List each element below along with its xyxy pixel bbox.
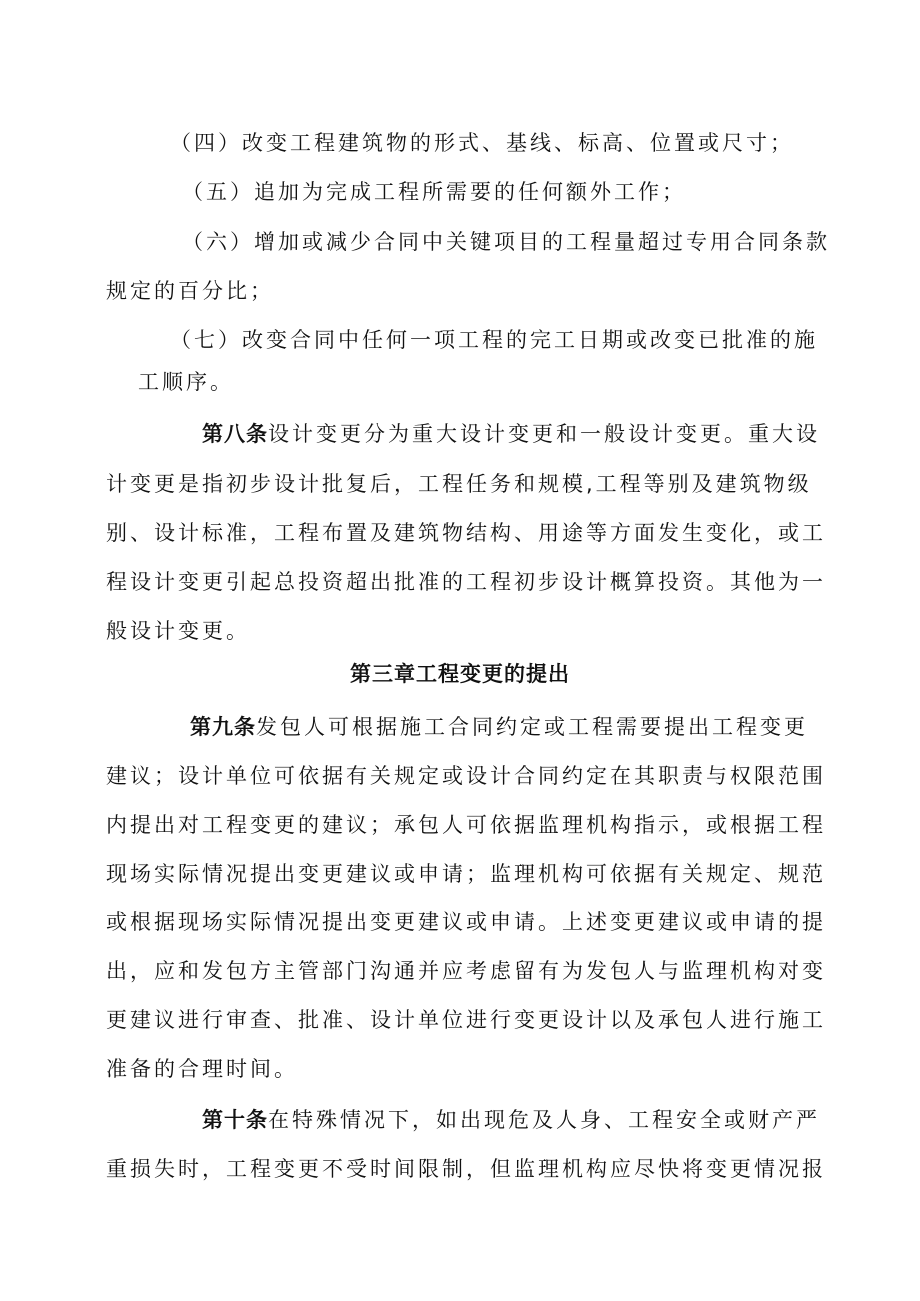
article-10-line-1 <box>202 1105 820 1135</box>
article-9-label: 第九条 <box>190 715 256 739</box>
article-8-line-4: 程设计变更引起总投资超出批准的工程初步设计概算投资。其他为一 <box>106 570 826 594</box>
item-6-line-1: （六）增加或减少合同中关键项目的工程量超过专用合同条款 <box>182 230 830 254</box>
item-7-line-1: （七）改变合同中任何一项工程的完工日期或改变已批准的施 <box>170 328 818 352</box>
article-9-line-4: 现场实际情况提出变更建议或申请；监理机构可依据有关规定、规范 <box>106 862 826 886</box>
article-10-text-1: 在特殊情况下，如出现危及人身、工程安全或财产严 <box>268 1108 820 1132</box>
item-4: （四）改变工程建筑物的形式、基线、标高、位置或尺寸； <box>170 131 794 155</box>
article-8-line-3: 别、设计标准，工程布置及建筑物结构、用途等方面发生变化，或工 <box>106 521 826 545</box>
article-9-line-1 <box>190 712 808 742</box>
article-8-label: 第八条 <box>202 422 268 446</box>
article-9-line-6: 出，应和发包方主管部门沟通并应考虑留有为发包人与监理机构对变 <box>106 959 826 983</box>
item-7-line-2: 工顺序。 <box>138 370 234 394</box>
article-9-line-5: 或根据现场实际情况提出变更建议或申请。上述变更建议或申请的提 <box>106 910 826 934</box>
item-6-line-2: 规定的百分比； <box>106 279 274 303</box>
article-9-text-1: 发包人可根据施工合同约定或工程需要提出工程变更 <box>256 715 808 739</box>
article-8-line-1 <box>202 419 820 449</box>
article-9-line-2: 建议；设计单位可依据有关规定或设计合同约定在其职责与权限范围 <box>106 764 826 788</box>
article-8-line-2: 计变更是指初步设计批复后，工程任务和规模,工程等别及建筑物级 <box>106 472 812 496</box>
chapter-3-title: 第三章工程变更的提出 <box>350 662 570 686</box>
article-8-line-5: 般设计变更。 <box>106 619 250 643</box>
article-9-line-8: 准备的合理时间。 <box>106 1057 298 1081</box>
item-5: （五）追加为完成工程所需要的任何额外工作； <box>182 180 686 204</box>
article-10-line-2: 重损失时，工程变更不受时间限制，但监理机构应尽快将变更情况报 <box>106 1157 826 1181</box>
article-9-line-3: 内提出对工程变更的建议；承包人可依据监理机构指示，或根据工程 <box>106 813 826 837</box>
article-9-line-7: 更建议进行审查、批准、设计单位进行变更设计以及承包人进行施工 <box>106 1008 826 1032</box>
article-8-text-1: 设计变更分为重大设计变更和一般设计变更。重大设 <box>268 422 820 446</box>
article-10-label: 第十条 <box>202 1108 268 1132</box>
